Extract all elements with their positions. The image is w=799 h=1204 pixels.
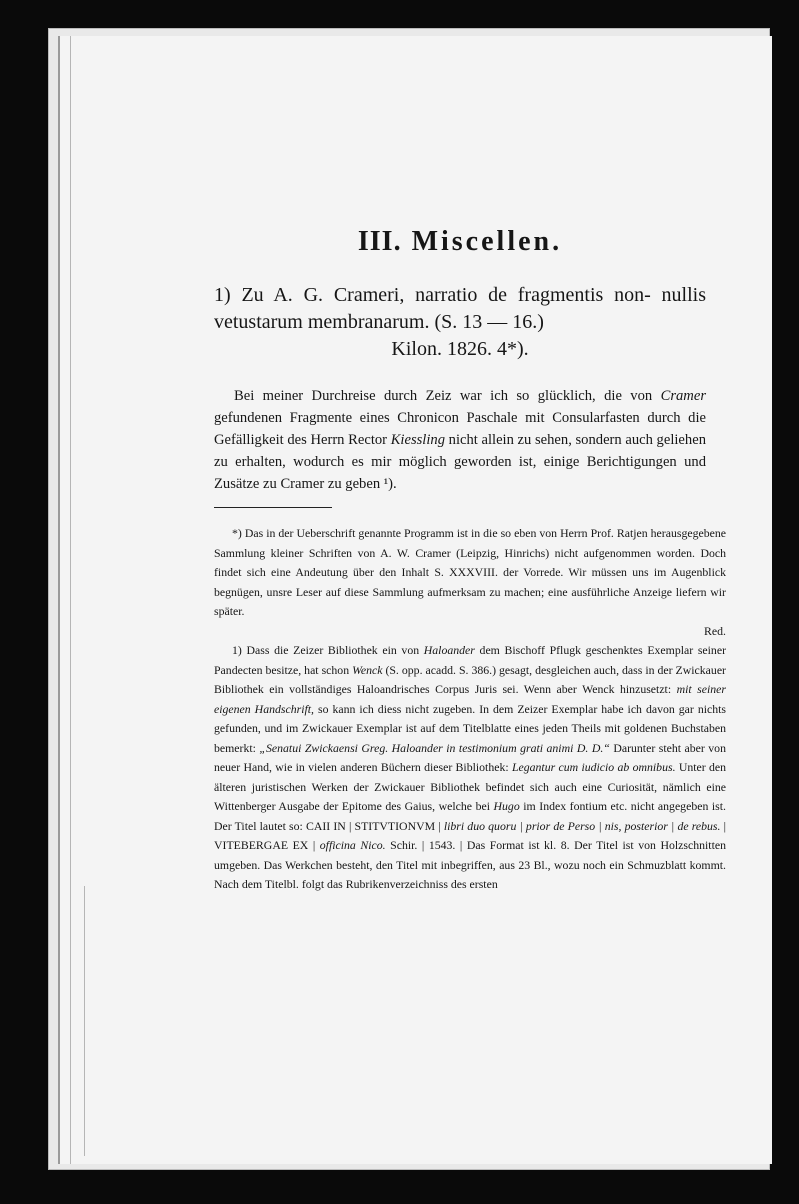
section-number: III.	[357, 226, 402, 257]
book-page	[58, 36, 772, 1164]
name-hugo: Hugo	[493, 799, 520, 813]
paragraph-text: Bei meiner Durchreise durch Zeiz war ich so glücklich, die von	[234, 388, 661, 404]
editor-signature: Red.	[704, 623, 726, 638]
footnote-text: im Index fontium etc. nicht angegeben ist. Der Titel lautet so: CAII IN | STITVTIONVM |	[214, 799, 726, 833]
title-italic: libri duo quoru | prior de Perso | nis, posterior | de rebus.	[443, 818, 721, 833]
article-title	[214, 282, 706, 363]
quote-dedication: „Senatui Zwickaensi Greg. Haloander in testimonium grati animi D. D.“	[259, 740, 610, 755]
rector-name: Kiessling	[390, 432, 446, 448]
footnote-text: so kann ich diess nicht zugeben. In dem Zeizer Exemplar habe ich davon gar nichts gefunden, und im Zwickauer Exemplar ist auf dem Titelblatte eines jeden Theils mit goldenen Buchstaben bemerkt:	[214, 701, 727, 755]
footnote-divider	[214, 507, 332, 508]
quote-legantur: Legantur cum iudicio ab omnibus.	[511, 760, 676, 774]
article-title-line-2: nullis vetustarum membranarum. (S. 13 — 16.)	[214, 284, 706, 333]
footnote-1	[214, 641, 726, 895]
paragraph-text: gefundenen Fragmente eines Chronicon Paschale mit Consularfasten durch die Gefälligkeit des Herrn Rector	[214, 410, 706, 448]
name-wenck: Wenck	[352, 662, 383, 677]
main-paragraph	[214, 385, 706, 495]
section-title: Miscellen.	[411, 226, 563, 257]
footnotes	[214, 524, 726, 895]
paragraph-text: nicht allein zu sehen, sondern auch geliehen zu erhalten, wodurch es mir möglich geworden ist, einige Berichtigungen und Zusätze zu Cramer zu geben ¹).	[214, 432, 706, 492]
page-fold-line	[84, 886, 85, 1156]
title-officina: officina Nico.	[319, 838, 386, 852]
page-fold-line	[70, 36, 71, 1164]
footnote-text: (S. opp. acadd. S. 386.) gesagt, desgleichen auch, dass in der Zwickauer Bibliothek ein vollständiges Haloandrisches Corpus Juris sei. Wenn aber Wenck hinzusetzt:	[214, 662, 726, 696]
author-name: Cramer	[660, 388, 706, 404]
footnote-editorial-text: *) Das in der Ueberschrift genannte Programm ist in die so eben von Herrn Prof. Ratjen herausgegebene Sammlung kleiner Schriften von A. W. Cramer (Leipzig, Hinrichs) nicht aufgenommen worden. Doch findet sich eine Andeutung über den Inhalt S. XXXVIII. der Vorrede. Wir müssen uns im Augenblick begnügen, unsre Leser auf diese Sammlung aufmerksam zu machen; eine ausführliche Anzeige liefern wir später.	[214, 526, 726, 618]
section-heading	[214, 226, 706, 258]
article-title-line-1: 1) Zu A. G. Crameri, narratio de fragmentis non-	[214, 284, 651, 306]
article-title-line-3: Kilon. 1826. 4*).	[391, 338, 529, 360]
footnote-text: 1) Dass die Zeizer Bibliothek ein von	[232, 643, 424, 657]
name-haloander: Haloander	[423, 643, 475, 657]
footnote-text: Unter den älteren juristischen Werken der Zwickauer Bibliothek befindet sich auch eine Curiosität, nämlich eine Wittenberger Ausgabe der Epitome des Gaius, welche bei	[214, 760, 727, 813]
footnote-text: dem Bischoff Pflugk geschenktes Exemplar seiner Pandecten besitze, hat schon	[214, 643, 726, 677]
footnote-editorial	[214, 524, 726, 622]
footnote-text: Schir. | 1543. | Das Format ist kl. 8. Der Titel ist von Holzschnitten umgeben. Das Werkchen besteht, den Titel mit inbegriffen, aus 23 Bl., wozu noch ein Schmuzblatt kommt. Nach dem Titelbl. folgt das Rubrikenverzeichniss des ersten	[214, 838, 726, 891]
page-content	[214, 226, 727, 895]
quote-handschrift: mit seiner eigenen Handschrift,	[214, 682, 726, 716]
footnote-text: | VITEBERGAE EX |	[214, 818, 726, 852]
footnote-text: Darunter steht aber von neuer Hand, wie in vielen anderen Büchern dieser Bibliothek:	[214, 740, 726, 774]
